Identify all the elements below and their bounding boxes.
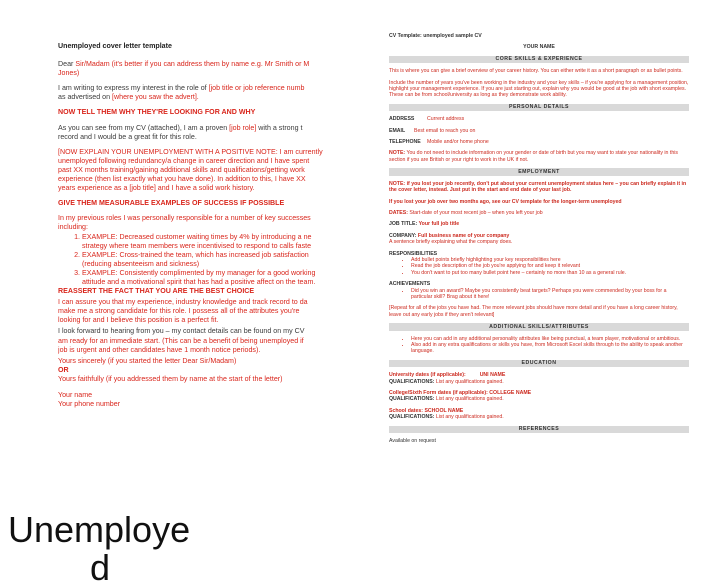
university-entry: University dates (if applicable): UNI NAME QUALIFICATIONS: List any qualifications gained.: [389, 372, 506, 385]
references-text: Available on request: [389, 438, 436, 445]
list-item: • Here you can add in any additional personality attributes like being punctual, a team player, motivational or ambitious.: [411, 336, 689, 342]
slide-title-line-1: Unemploye: [8, 509, 191, 550]
cover-letter-title: Unemployed cover letter template: [58, 42, 172, 50]
sign-off: Yours sincerely (if you started the letter Dear Sir/Madam) OR Yours faithfully (if you addressed them by name at the start of the letter): [58, 356, 283, 383]
examples-list: [58, 233, 324, 288]
cv-title: CV Template: unemployed sample CV: [389, 33, 482, 39]
list-item: 3. EXAMPLE: Consistently complimented by my manager for a good working attitude and a motivational spirit that has had a positive affect on the team.: [82, 269, 324, 287]
list-item: • Did you win an award? Maybe you consistently beat targets? Perhaps you were commended by your boss for a particular skill? Brag about it here!: [411, 288, 689, 301]
employment-note-2: If you lost your job over two months ago, see our CV template for the longer-term unemployed: [389, 198, 622, 205]
signature-block: Your name Your phone number: [58, 391, 121, 409]
repeat-note: [Repeat for all of the jobs you have had. The more relevant jobs should have more detail and if you have a long career history, leave out any early jobs if they aren't relevant]: [389, 305, 678, 318]
salutation: Dear Sir/Madam (it's better if you can address them by name e.g. Mr Smith or M Jones): [58, 60, 310, 78]
section-personal: PERSONAL DETAILS: [389, 104, 689, 111]
section-references: REFERENCES: [389, 426, 689, 433]
personal-note: NOTE: You do not need to include information on your gender or date of birth but you may want to state your nationality in this section if you are British or your right to work in the UK if not.: [389, 150, 678, 163]
list-item: • Add bullet points briefly highlighting your key responsibilities here: [411, 257, 689, 263]
closing-paragraph: I look forward to hearing from you – my contact details can be found on my CV am ready for an immediate start. (This can be a benefit of being unemployed if job is urgent and other candidates have 1 month notice periods).: [58, 327, 305, 354]
reassert-paragraph: I can assure you that my experience, industry knowledge and track record to da make me a strong candidate for this role. I possess all of the attributes you're looking for and I believe this position is a perfect fit.: [58, 298, 308, 325]
section-core-skills: CORE SKILLS & EXPERIENCE: [389, 56, 689, 63]
slide-title-line-2: d: [90, 547, 111, 583]
college-entry: College/Sixth Form dates (if applicable): COLLEGE NAME QUALIFICATIONS: List any qualifications gained.: [389, 390, 532, 403]
responsibilities-label: RESPONSIBILITIES: [389, 250, 438, 257]
achievements-label: ACHIEVEMENTS: [389, 281, 431, 288]
address-row: ADDRESS Current address: [389, 116, 465, 123]
cv-your-name: YOUR NAME: [523, 44, 555, 51]
heading-why: NOW TELL THEM WHY THEY'RE LOOKING FOR AND WHY: [58, 108, 256, 117]
proven-paragraph: As you can see from my CV (attached), I am a proven [job role] with a strong t record and I would be a great fit for this role.: [58, 123, 303, 141]
heading-examples: GIVE THEM MEASURABLE EXAMPLES OF SUCCESS IF POSSIBLE: [58, 199, 285, 208]
intro-paragraph: I am writing to express my interest in the role of [job title or job reference numb as advertised on [where you saw the advert].: [58, 84, 305, 102]
achievements-list: [389, 288, 689, 301]
list-item: 2. EXAMPLE: Cross-trained the team, which has increased job satisfaction (reducing absenteeism and sickness): [82, 251, 324, 269]
list-item: 1. EXAMPLE: Decreased customer waiting times by 4% by introducing a ne strategy where team members were incentivised to respond to calls faste: [82, 233, 324, 251]
cover-letter-body: [58, 42, 324, 415]
heading-reassert: REASSERT THE FACT THAT YOU ARE THE BEST CHOICE: [58, 287, 255, 296]
employment-note: NOTE: if you lost your job recently, don't put about your current unemployment status here – you can briefly explain it in the cover letter, instead. Just put in the start and end date of your last job.: [389, 180, 687, 194]
examples-section: In my previous roles I was personally responsible for a number of key successes including: 1. EXAMPLE: Decreased customer waiting times by 4% by introducing a ne strategy where team members were incentivised to respond to calls faste 2. EXAMPLE: Cross-trained the team, which has increased job satisfaction (reducing absenteeism and sickness) 3. EXAMPLE: Consistently complimented by my manager for a good working attitude and a motivational spirit that has had a positive affect on the team.: [58, 214, 324, 287]
job-title-row: JOB TITLE: Your full job title: [389, 221, 460, 228]
core-skills-p2: Include the number of years you've been working in the industry and your key skills – if you're applying for a management position, highlight your management experience. If you are just starting out, explain why you would be good at the job with short examples. These can be from school/university as long as they demonstrate work ability.: [389, 79, 689, 99]
telephone-row: TELEPHONE Mobile and/or home phone: [389, 139, 489, 146]
list-item: • You don't want to put too many bullet point here – certainly no more than 10 as a general rule.: [411, 270, 689, 276]
responsibilities-list: [389, 257, 689, 276]
company-row: COMPANY: Full business name of your company A sentence briefly explaining what the company does.: [389, 232, 513, 246]
section-additional: ADDITIONAL SKILLS/ATTRIBUTES: [389, 323, 689, 330]
school-entry: School dates: SCHOOL NAME QUALIFICATIONS: List any qualifications gained.: [389, 407, 504, 421]
section-education: EDUCATION: [389, 360, 689, 367]
email-row: EMAIL Best email to reach you on: [389, 127, 476, 134]
dates-row: DATES: Start-date of your most recent job – when you left your job: [389, 209, 543, 216]
list-item: • Read the job description of the job you're applying for and keep it relevant: [411, 263, 689, 269]
cv-template-page: [389, 33, 689, 449]
section-employment: EMPLOYMENT: [389, 168, 689, 175]
core-skills-p1: This is where you can give a brief overview of your career history. You can either write it as a short paragraph or as bullet points.: [389, 68, 683, 75]
list-item: • Also add in any extra qualifications or skills you have, from Microsoft Excel skills through to the ability to speak another language.: [411, 342, 689, 355]
additional-list: [389, 336, 689, 355]
unemployment-paragraph: [NOW EXPLAIN YOUR UNEMPLOYMENT WITH A POSITIVE NOTE: I am currently unemployed following redundancy/a change in career direction and I have spent past XX months training/gaining additional skills and qualifications/getting work experience (then list exactly what you have done). In addition to this, I have XX years experience as a [job title] and I have a solid work history.: [58, 147, 323, 193]
